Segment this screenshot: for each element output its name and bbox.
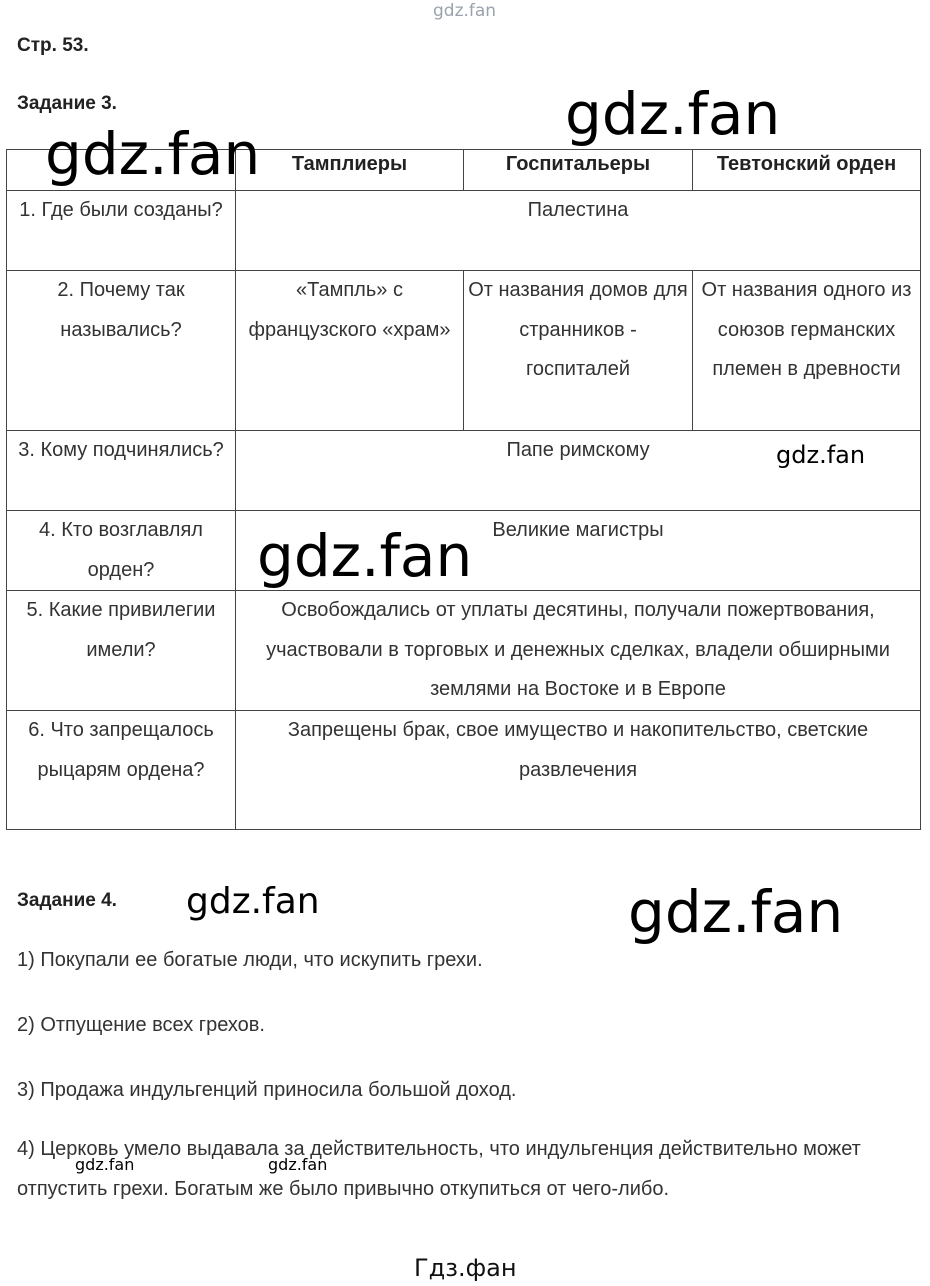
- answer-cell-templars: «Тампль» с французского «храм»: [236, 271, 464, 431]
- task4-heading: Задание 4.: [17, 890, 117, 911]
- answer-cell: Освобождались от уплаты десятины, получали пожертвования, участвовали в торговых и денежных сделках, владели обширными землями на Востоке и в Европе: [236, 591, 921, 711]
- task3-heading: Задание 3.: [17, 93, 117, 114]
- table-row: [7, 710, 921, 829]
- watermark-tiny: gdz.fan: [75, 1155, 135, 1174]
- watermark-large: gdz.fan: [628, 878, 844, 946]
- answer-cell-hospitallers: От названия домов для странников - госпиталей: [464, 271, 693, 431]
- watermark-medium: gdz.fan: [186, 881, 320, 922]
- question-cell: 6. Что запрещалось рыцарям ордена?: [7, 710, 236, 829]
- header-teutonic-order: Тевтонский орден: [693, 150, 921, 191]
- watermark-tiny: gdz.fan: [268, 1155, 328, 1174]
- question-cell: 1. Где были созданы?: [7, 191, 236, 271]
- watermark-large: gdz.fan: [257, 522, 473, 590]
- header-hospitallers: Госпитальеры: [464, 150, 693, 191]
- question-cell: 4. Кто возглавлял орден?: [7, 511, 236, 591]
- watermark-large: gdz.fan: [45, 120, 261, 188]
- watermark-top: gdz.fan: [433, 1, 497, 21]
- question-cell: 5. Какие привилегии имели?: [7, 591, 236, 711]
- header-templars: Тамплиеры: [236, 150, 464, 191]
- table-row: [7, 191, 921, 271]
- table-row: [7, 271, 921, 431]
- page-label: Стр. 53.: [17, 35, 89, 56]
- table-row: [7, 591, 921, 711]
- answer-cell: Запрещены брак, свое имущество и накопительство, светские развлечения: [236, 710, 921, 829]
- footer-watermark: Гдз.фан: [414, 1254, 517, 1282]
- answer-cell: Великие магистры: [236, 511, 921, 591]
- question-cell: 2. Почему так назывались?: [7, 271, 236, 431]
- answer-cell: Палестина: [236, 191, 921, 271]
- orders-table: [6, 149, 921, 830]
- answer-item: 1) Покупали ее богатые люди, что искупить грехи.: [17, 949, 483, 971]
- answer-item: 4) Церковь умело выдавала за действительность, что индульгенция действительно может отпустить грехи. Богатым же было привычно откупиться от чего-либо.: [17, 1138, 861, 1200]
- question-cell: 3. Кому подчинялись?: [7, 431, 236, 511]
- answer-cell: Папе римскому: [236, 431, 921, 511]
- watermark-small: gdz.fan: [776, 441, 866, 469]
- answer-item: 3) Продажа индульгенций приносила большой доход.: [17, 1079, 517, 1101]
- answer-item: 2) Отпущение всех грехов.: [17, 1014, 265, 1036]
- answer-cell-teutonic: От названия одного из союзов германских племен в древности: [693, 271, 921, 431]
- watermark-large: gdz.fan: [565, 80, 781, 148]
